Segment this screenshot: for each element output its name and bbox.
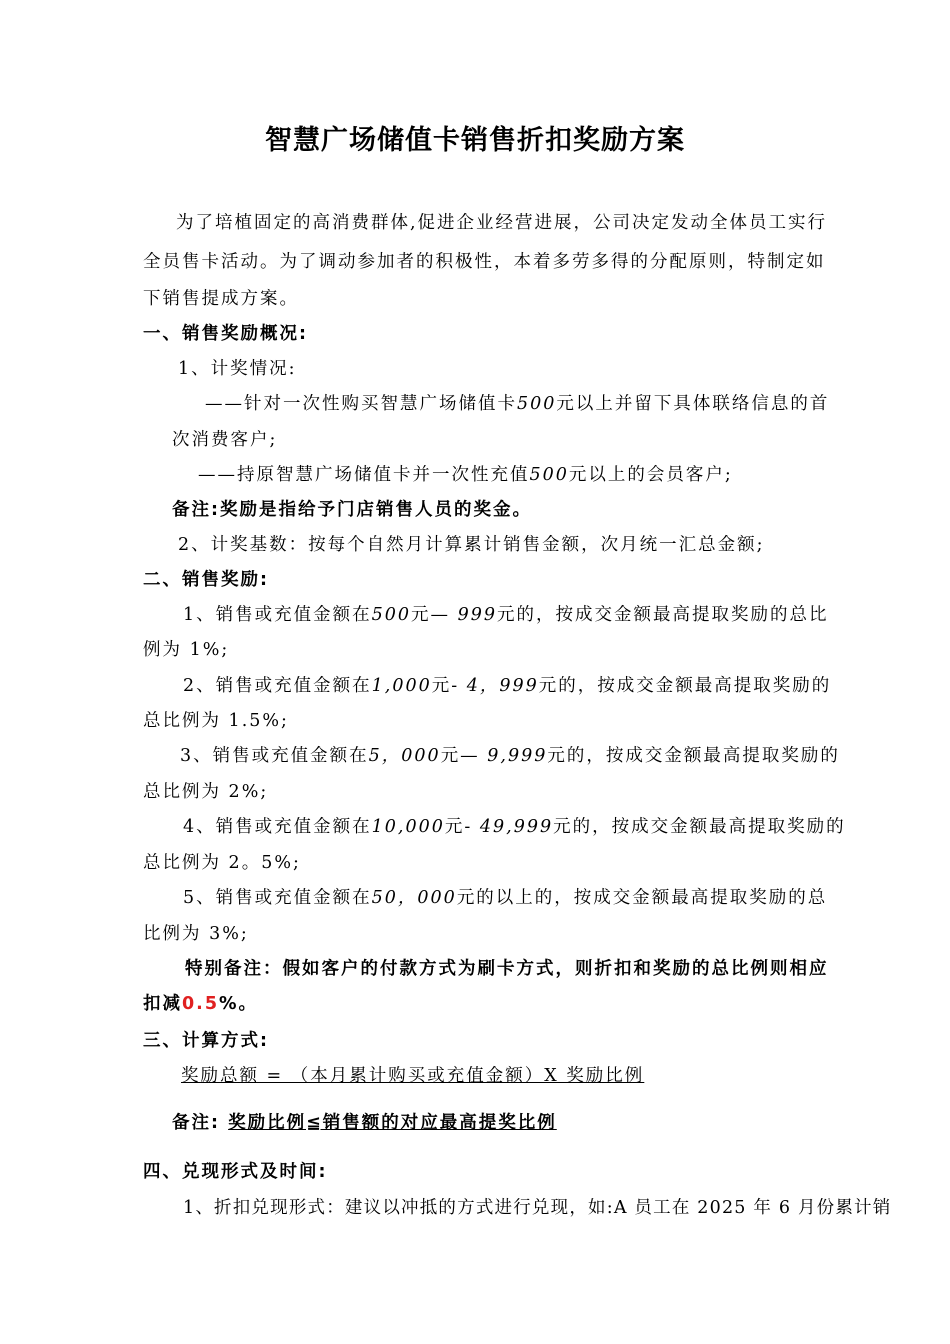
reward-rule-1-line-2: 例为 1%; — [143, 640, 230, 660]
rule-3-text-a: 3、销售或充值金额在 — [180, 746, 369, 766]
intro-line-3: 下销售提成方案。 — [143, 289, 299, 309]
sub-1-text-a: ——针对一次性购买智慧广场储值卡 — [205, 394, 517, 414]
intro-line-1: 为了培植固定的高消费群体,促进企业经营进展，公司决定发动全体员工实行 — [176, 213, 828, 233]
section-1-item-1: 1、计奖情况: — [178, 359, 297, 379]
rule-1-text-b: 元— — [411, 605, 451, 625]
rule-3-text-b: 元— — [440, 746, 480, 766]
formula: 奖励总额 = （本月累计购买或充值金额）X 奖励比例 — [181, 1066, 645, 1086]
rule-3-min: 5，000 — [368, 746, 441, 766]
rule-3-max: 9,999 — [487, 746, 548, 766]
reward-rule-5 — [183, 886, 827, 910]
section-3-note-text: 奖励比例≦销售额的对应最高提奖比例 — [228, 1113, 557, 1133]
rule-1-text-a: 1、销售或充值金额在 — [183, 605, 372, 625]
reward-rule-1 — [183, 603, 829, 627]
section-4-heading: 四、兑现形式及时间: — [143, 1162, 328, 1182]
rule-1-text-c: 元的，按成交金额最高提取奖励的总比 — [497, 605, 829, 625]
special-note-text-a: 扣减 — [143, 994, 182, 1014]
reward-rule-4 — [183, 815, 846, 839]
section-1-note: 备注:奖励是指给予门店销售人员的奖金。 — [172, 500, 532, 520]
reward-rule-3-line-2: 总比例为 2%; — [143, 782, 269, 802]
special-note-line-2 — [143, 992, 258, 1016]
rule-4-text-a: 4、销售或充值金额在 — [183, 817, 372, 837]
document-title: 智慧广场储值卡销售折扣奖励方案 — [265, 125, 685, 156]
rule-5-text-c: 元的以上的，按成交金额最高提取奖励的总 — [456, 888, 828, 908]
sub-1-amount: 500 — [517, 394, 557, 414]
special-note-text-b: %。 — [219, 994, 259, 1014]
reward-rule-2-line-2: 总比例为 1.5%; — [143, 711, 289, 731]
section-2-heading: 二、销售奖励: — [143, 570, 269, 590]
reward-rule-3 — [180, 744, 840, 768]
section-1-sub-1 — [205, 392, 829, 416]
rule-1-max: 999 — [457, 605, 498, 625]
rule-1-min: 500 — [371, 605, 412, 625]
section-3-heading: 三、计算方式: — [143, 1031, 269, 1051]
sub-2-text-b: 元以上的会员客户; — [568, 465, 733, 485]
reward-rule-2 — [183, 674, 831, 698]
rule-2-max: 4，999 — [466, 676, 539, 696]
section-1-sub-2 — [198, 463, 733, 487]
sub-2-text-a: ——持原智慧广场储值卡并一次性充值 — [198, 465, 530, 485]
rule-3-text-c: 元的，按成交金额最高提取奖励的 — [547, 746, 840, 766]
rule-5-min: 50，000 — [371, 888, 457, 908]
rule-2-text-b: 元- — [431, 676, 460, 696]
rule-4-text-c: 元的，按成交金额最高提取奖励的 — [553, 817, 846, 837]
rule-2-min: 1,000 — [371, 676, 432, 696]
section-3-note — [172, 1111, 557, 1135]
intro-line-2: 全员售卡活动。为了调动参加者的积极性，本着多劳多得的分配原则，特制定如 — [143, 252, 826, 272]
special-note-line-1: 特别备注：假如客户的付款方式为刷卡方式，则折扣和奖励的总比例则相应 — [185, 959, 829, 979]
section-3-note-label: 备注: — [172, 1113, 220, 1133]
section-1-heading: 一、销售奖励概况: — [143, 324, 308, 344]
special-note-value: 0.5 — [182, 994, 220, 1014]
reward-rule-5-line-2: 比例为 3%; — [143, 924, 249, 944]
sub-2-amount: 500 — [529, 465, 569, 485]
rule-5-text-a: 5、销售或充值金额在 — [183, 888, 372, 908]
rule-4-max: 49,999 — [479, 817, 554, 837]
rule-2-text-a: 2、销售或充值金额在 — [183, 676, 372, 696]
rule-4-text-b: 元- — [444, 817, 473, 837]
rule-4-min: 10,000 — [371, 817, 445, 837]
sub-1-text-b: 元以上并留下具体联络信息的首 — [556, 394, 830, 414]
section-4-item-1: 1、折扣兑现形式：建议以冲抵的方式进行兑现，如:A 员工在 2025 年 6 月份累计销 — [183, 1198, 892, 1218]
section-1-item-2: 2、计奖基数：按每个自然月计算累计销售金额，次月统一汇总金额; — [178, 535, 765, 555]
section-1-sub-1-line-2: 次消费客户; — [172, 430, 278, 450]
rule-2-text-c: 元的，按成交金额最高提取奖励的 — [538, 676, 832, 696]
reward-rule-4-line-2: 总比例为 2。5%; — [143, 853, 301, 873]
